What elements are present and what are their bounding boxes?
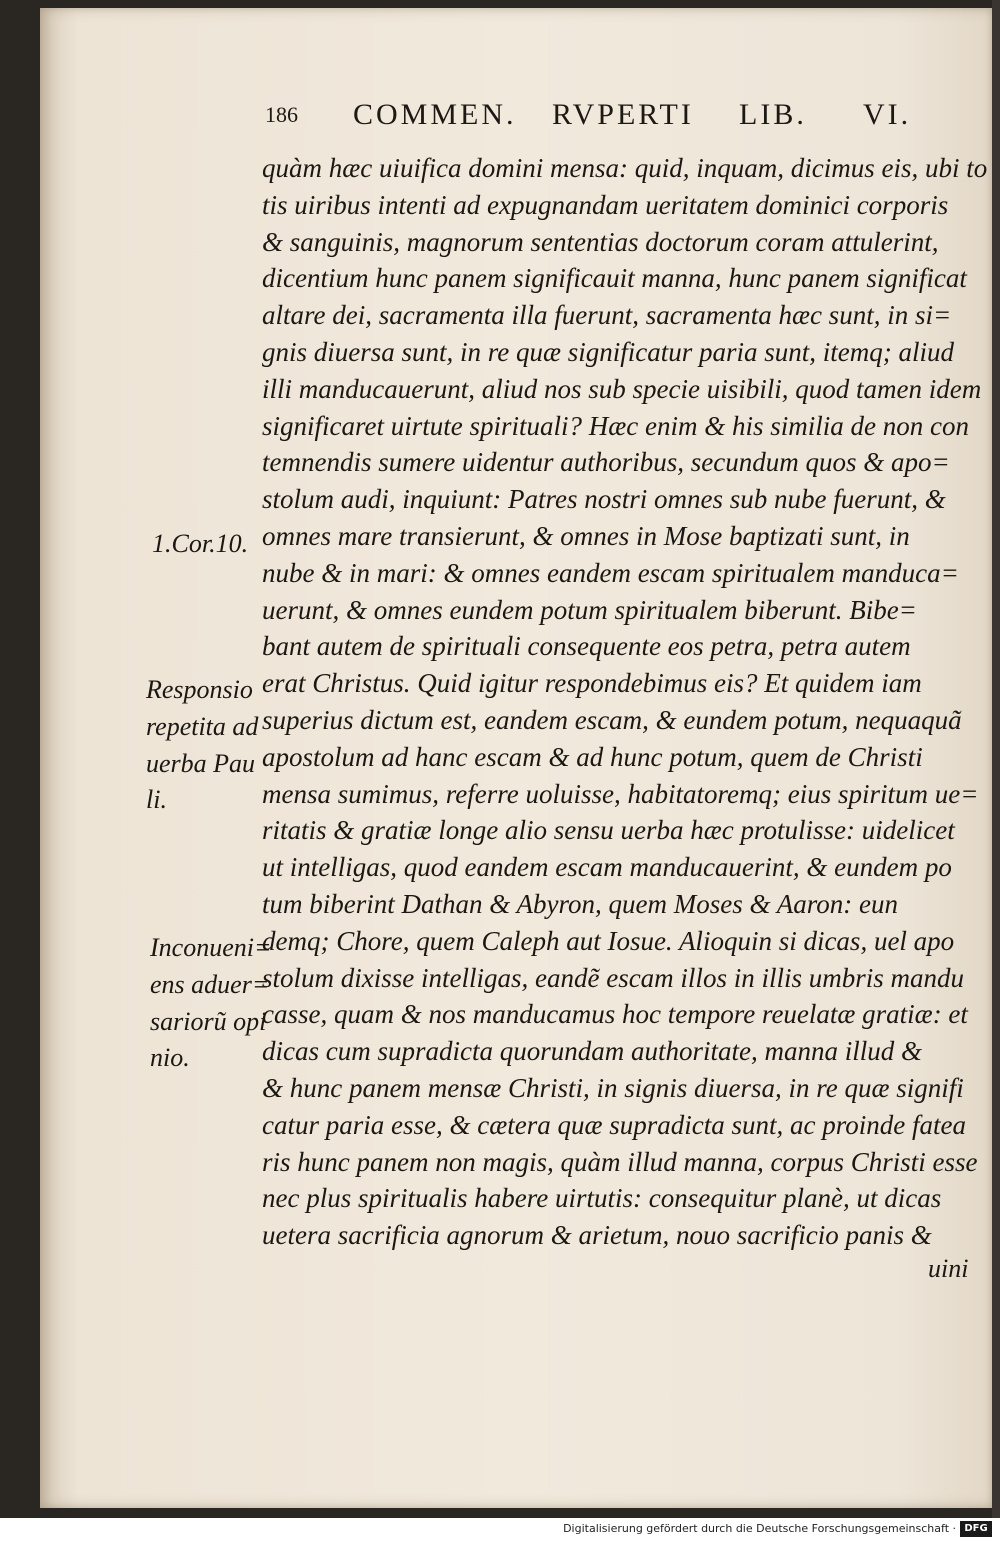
margin-note-line: nio. (150, 1043, 190, 1073)
running-title-part: LIB. (739, 98, 807, 131)
text-line: nec plus spiritualis habere uirtutis: consequitur planè, ut dicas (262, 1183, 942, 1214)
running-title-part: VI. (863, 98, 912, 131)
text-line: tum biberint Dathan & Abyron, quem Moses & Aaron: eun (262, 888, 898, 919)
text-line: bant autem de spirituali consequente eos petra, petra autem (262, 631, 911, 662)
text-line: ritatis & gratiæ longe alio sensu uerba hæc protulisse: uidelicet (262, 815, 955, 846)
margin-note-line: uerba Pau (146, 748, 256, 778)
text-line: dicas cum supradicta quorundam authoritate, manna illud & (262, 1036, 922, 1067)
text-line: omnes mare transierunt, & omnes in Mose baptizati sunt, in (262, 520, 910, 551)
text-line: tis uiribus intenti ad expugnandam ueritatem dominici corporis (262, 189, 949, 220)
text-line: ris hunc panem non magis, quàm illud manna, corpus Christi esse (262, 1146, 978, 1177)
text-line: illi manducauerunt, aliud nos sub specie uisibili, quod tamen idem (262, 373, 982, 404)
dfg-logo-icon: DFG (960, 1521, 992, 1537)
text-line: quàm hæc uiuifica domini mensa: quid, inquam, dicimus eis, ubi to (262, 153, 988, 183)
margin-note-line: Inconueni= (150, 933, 272, 962)
text-line: uetera sacrificia agnorum & arietum, nouo sacrificio panis & (262, 1220, 932, 1251)
margin-note-line: ens aduer= (150, 969, 270, 999)
footer-bar (0, 1518, 1000, 1541)
margin-note-citation (152, 526, 282, 563)
text-line: & hunc panem mensæ Christi, in signis diuersa, in re quæ signifi (262, 1072, 964, 1103)
text-line: significaret uirtute spirituali? Hæc enim & his similia de non con (262, 410, 969, 441)
text-line: ut intelligas, quod eandem escam manducauerint, & eundem po (262, 852, 952, 883)
running-title-part: RVPERTI (552, 98, 694, 131)
text-line: gnis diuersa sunt, in re quæ significatur paria sunt, itemq; aliud (262, 336, 955, 367)
margin-note-line: li. (146, 785, 167, 815)
text-line: nube & in mari: & omnes eandem escam spiritualem manduca= (262, 557, 959, 588)
text-line: erat Christus. Quid igitur respondebimus eis? Et quidem iam (262, 668, 922, 699)
text-line: temnendis sumere uidentur authoribus, secundum quos & apo= (262, 447, 950, 478)
book-edge (992, 0, 1000, 1518)
text-line: & sanguinis, magnorum sententias doctorum coram attulerint, (262, 226, 939, 257)
text-line: mensa sumimus, referre uoluisse, habitatoremq; eius spiritum ue= (262, 778, 979, 809)
page-number: 186 (265, 102, 298, 127)
margin-note-line: repetita ad (146, 711, 259, 741)
margin-note-line: 1.Cor.10. (152, 529, 249, 558)
text-line: apostolum ad hanc escam & ad hunc potum, quem de Christi (262, 741, 923, 772)
text-line: stolum dixisse intelligas, eandẽ escam illos in illis umbris mandu (262, 962, 964, 993)
margin-note-line: sariorũ opi (150, 1006, 267, 1036)
running-title-part: COMMEN. (353, 98, 517, 131)
text-line: demq; Chore, quem Caleph aut Iosue. Alioquin si dicas, uel apo (262, 925, 955, 956)
text-line: superius dictum est, eandem escam, & eundem potum, nequaquã (262, 704, 962, 735)
text-line: dicentium hunc panem significauit manna, hunc panem significat (262, 263, 967, 294)
catchword: uini (928, 1254, 969, 1283)
margin-note-inconueniens (150, 930, 280, 1077)
body-text-block (262, 150, 988, 1254)
text-line: catur paria esse, & cætera quæ supradicta sunt, ac proinde fatea (262, 1109, 966, 1140)
text-line: altare dei, sacramenta illa fuerunt, sacramenta hæc sunt, in si= (262, 300, 952, 331)
text-line: casse, quam & nos manducamus hoc tempore reuelatæ gratiæ: et (262, 999, 968, 1030)
running-head (265, 98, 945, 142)
margin-note-line: Responsio (146, 675, 253, 704)
funding-credit: Digitalisierung gefördert durch die Deutsche Forschungsgemeinschaft · (563, 1522, 956, 1535)
text-line: uerunt, & omnes eundem potum spiritualem biberunt. Bibe= (262, 594, 917, 625)
text-line: stolum audi, inquiunt: Patres nostri omnes sub nube fuerunt, & (262, 484, 946, 515)
margin-note-responsio (146, 672, 276, 819)
